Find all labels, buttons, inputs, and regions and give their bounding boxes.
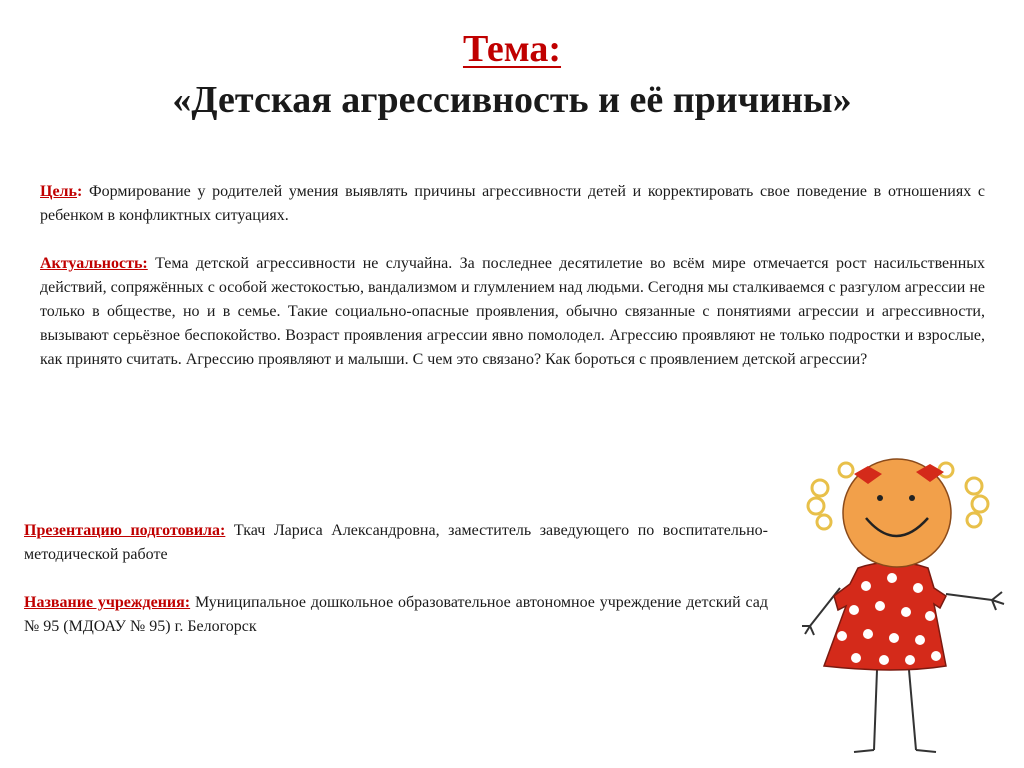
institution-label: Название учреждения: bbox=[24, 594, 191, 611]
goal-paragraph bbox=[40, 180, 985, 228]
goal-label: Цель bbox=[40, 183, 77, 200]
presenter-label: Презентацию подготовила: bbox=[24, 522, 226, 539]
institution-text: Муниципальное дошкольное образовательное автономное учреждение детский сад № 95 (МДОАУ № 95) г. Белогорск bbox=[24, 594, 769, 635]
presenter-text: Ткач Лариса Александровна, заместитель заведующего по воспитательно-методической работе bbox=[24, 522, 768, 563]
title-topic-name: «Детская агрессивность и её причины» bbox=[172, 79, 852, 121]
goal-text: Формирование у родителей умения выявлять причины агрессивности детей и корректировать свое поведение в отношениях с ребенком в конфликтных ситуациях. bbox=[40, 183, 985, 224]
slide-title bbox=[0, 26, 1024, 126]
institution-paragraph bbox=[24, 591, 768, 639]
girl-drawing-icon bbox=[796, 458, 1010, 758]
presenter-paragraph bbox=[24, 519, 768, 567]
relevance-paragraph bbox=[40, 252, 985, 372]
title-topic-label: Тема: bbox=[462, 28, 562, 70]
relevance-text: Тема детской агрессивности не случайна. За последнее десятилетие во всём мире отмечается рост насильственных действий, сопряжённых с особой жестокостью, вандализмом и глумлением над людьми. Сегодня мы сталкиваемся с разгулом агрессии не только в обществе, но и в семье. Такие социально-опасные проявления, обычно связанные с понятиями агрессии и агрессивности, вызывают серьёзное беспокойство. Возраст проявления агрессии явно помолодел. Агрессию проявляют не только подростки и взрослые, как принято считать. Агрессию проявляют и малыши. С чем это связано? Как бороться с проявлением детской агрессии? bbox=[40, 255, 985, 368]
relevance-label: Актуальность: bbox=[40, 255, 148, 272]
goal-label-colon: : bbox=[76, 183, 83, 200]
